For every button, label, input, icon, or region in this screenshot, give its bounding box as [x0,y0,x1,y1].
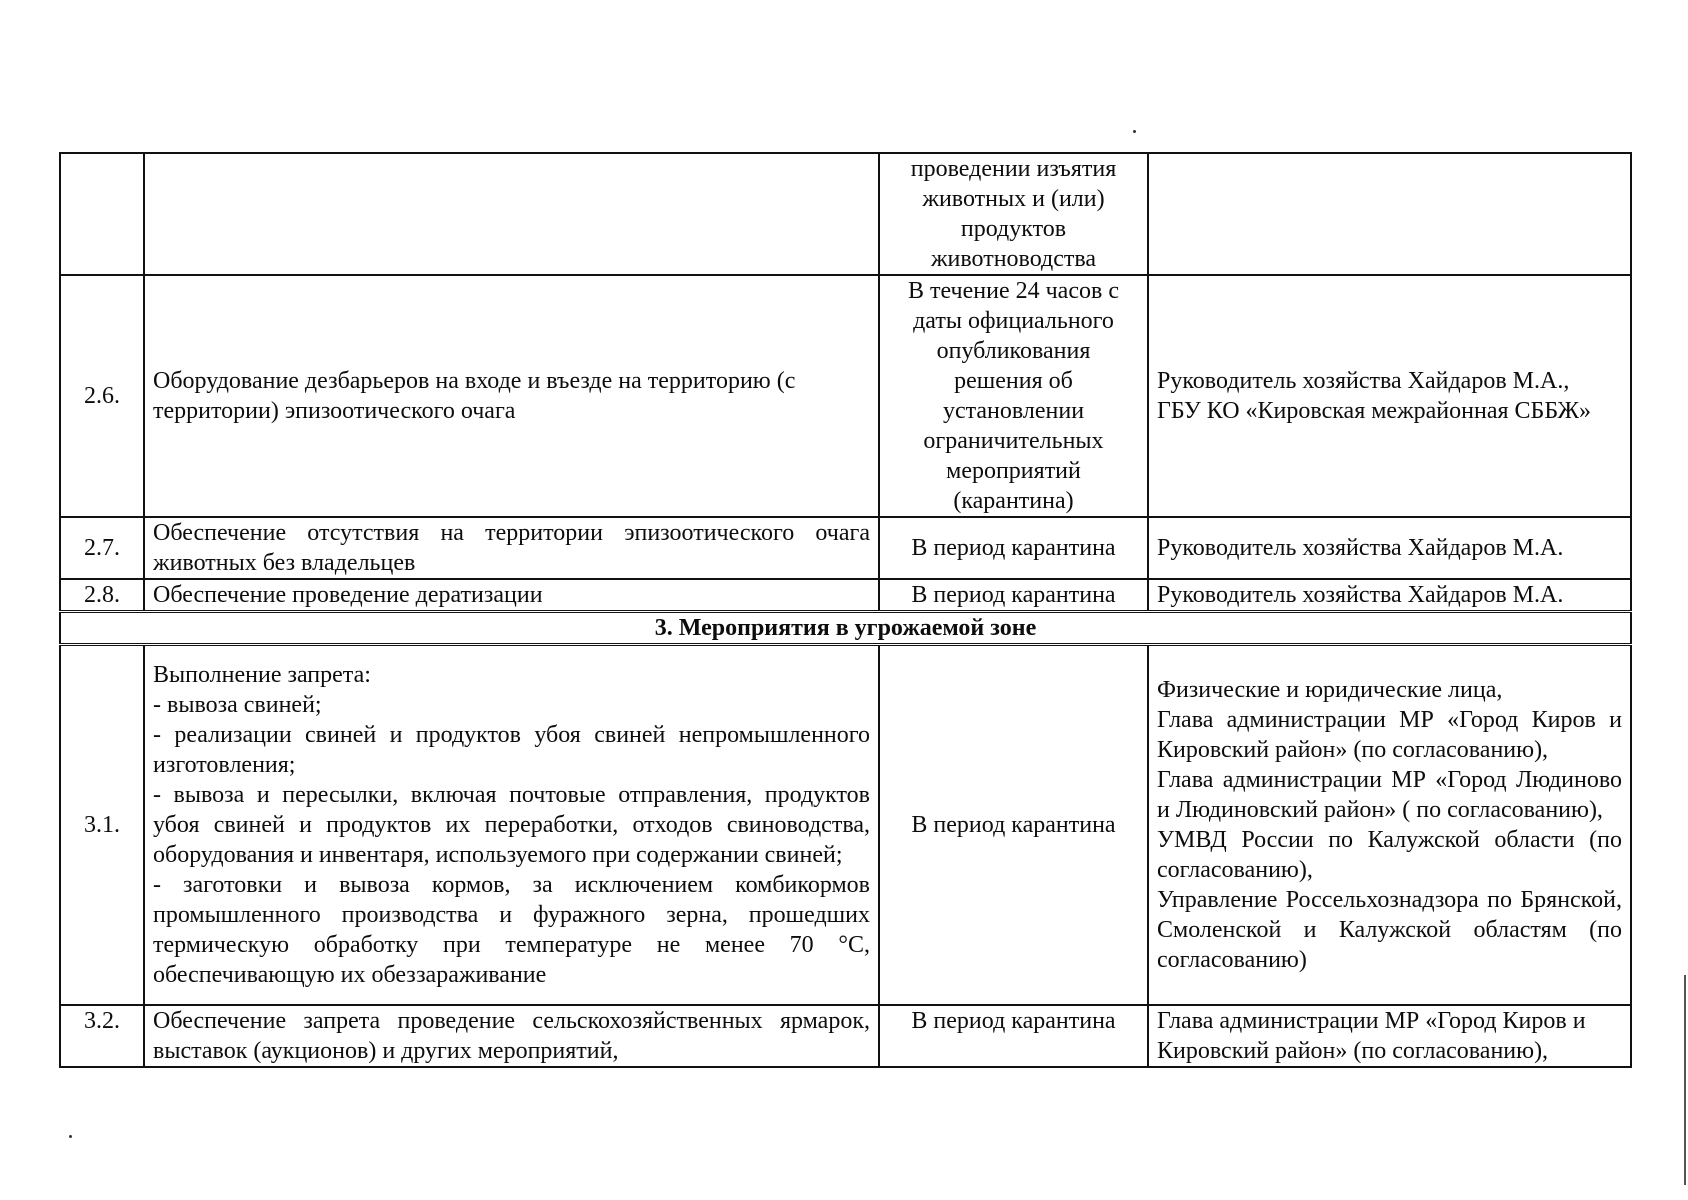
measures-table [59,152,1632,1068]
scan-edge-mark [1684,975,1686,1185]
row-number-cell: 3.2. [60,1005,144,1067]
action-cell: Оборудование дезбарьеров на входе и въезде на территорию (с территории) эпизоотического очага [144,275,879,517]
table-row [60,517,1631,579]
action-cell: Обеспечение запрета проведение сельскохозяйственных ярмарок, выставок (аукционов) и других мероприятий, [144,1005,879,1067]
responsible-cell [1148,153,1631,275]
row-number-cell: 3.1. [60,645,144,1005]
term-cell: В период карантина [879,645,1148,1005]
responsible-cell: Физические и юридические лица, Глава администрации МР «Город Киров и Кировский район» (по согласованию), Глава администрации МР «Город Людиново и Людиновский район» ( по согласованию), УМВД России по Калужской области (по согласованию), Управление Россельхознадзора по Брянской, Смоленской и Калужской областям (по согласованию) [1148,645,1631,1005]
table-row [60,645,1631,1005]
table-row [60,1005,1631,1067]
row-number-cell: 2.7. [60,517,144,579]
term-cell: В период карантина [879,579,1148,612]
action-cell [144,153,879,275]
section-title: 3. Мероприятия в угрожаемой зоне [60,612,1631,645]
responsible-cell: Руководитель хозяйства Хайдаров М.А. [1148,517,1631,579]
action-cell: Обеспечение проведение дератизации [144,579,879,612]
row-number-cell [60,153,144,275]
section-header-row [60,612,1631,645]
responsible-cell: Руководитель хозяйства Хайдаров М.А., ГБУ КО «Кировская межрайонная СББЖ» [1148,275,1631,517]
table-row [60,275,1631,517]
responsible-cell: Глава администрации МР «Город Киров и Кировский район» (по согласованию), [1148,1005,1631,1067]
term-cell: проведении изъятия животных и (или) продуктов животноводства [879,153,1148,275]
table-row [60,579,1631,612]
row-number-cell: 2.6. [60,275,144,517]
term-cell: В течение 24 часов с даты официального опубликования решения об установлении ограничительных мероприятий (карантина) [879,275,1148,517]
action-cell: Выполнение запрета: - вывоза свиней; - реализации свиней и продуктов убоя свиней непромышленного изготовления; - вывоза и пересылки, включая почтовые отправления, продуктов убоя свиней и продуктов их переработки, отходов свиноводства, оборудования и инвентаря, используемого при содержании свиней; - заготовки и вывоза кормов, за исключением комбикормов промышленного производства и фуражного зерна, прошедших термическую обработку при температуре не менее 70 °С, обеспечивающую их обеззараживание [144,645,879,1005]
term-cell: В период карантина [879,517,1148,579]
term-cell: В период карантина [879,1005,1148,1067]
responsible-cell: Руководитель хозяйства Хайдаров М.А. [1148,579,1631,612]
scan-speck [1133,130,1136,133]
action-cell: Обеспечение отсутствия на территории эпизоотического очага животных без владельцев [144,517,879,579]
scan-speck [69,1135,72,1138]
table-row [60,153,1631,275]
row-number-cell: 2.8. [60,579,144,612]
